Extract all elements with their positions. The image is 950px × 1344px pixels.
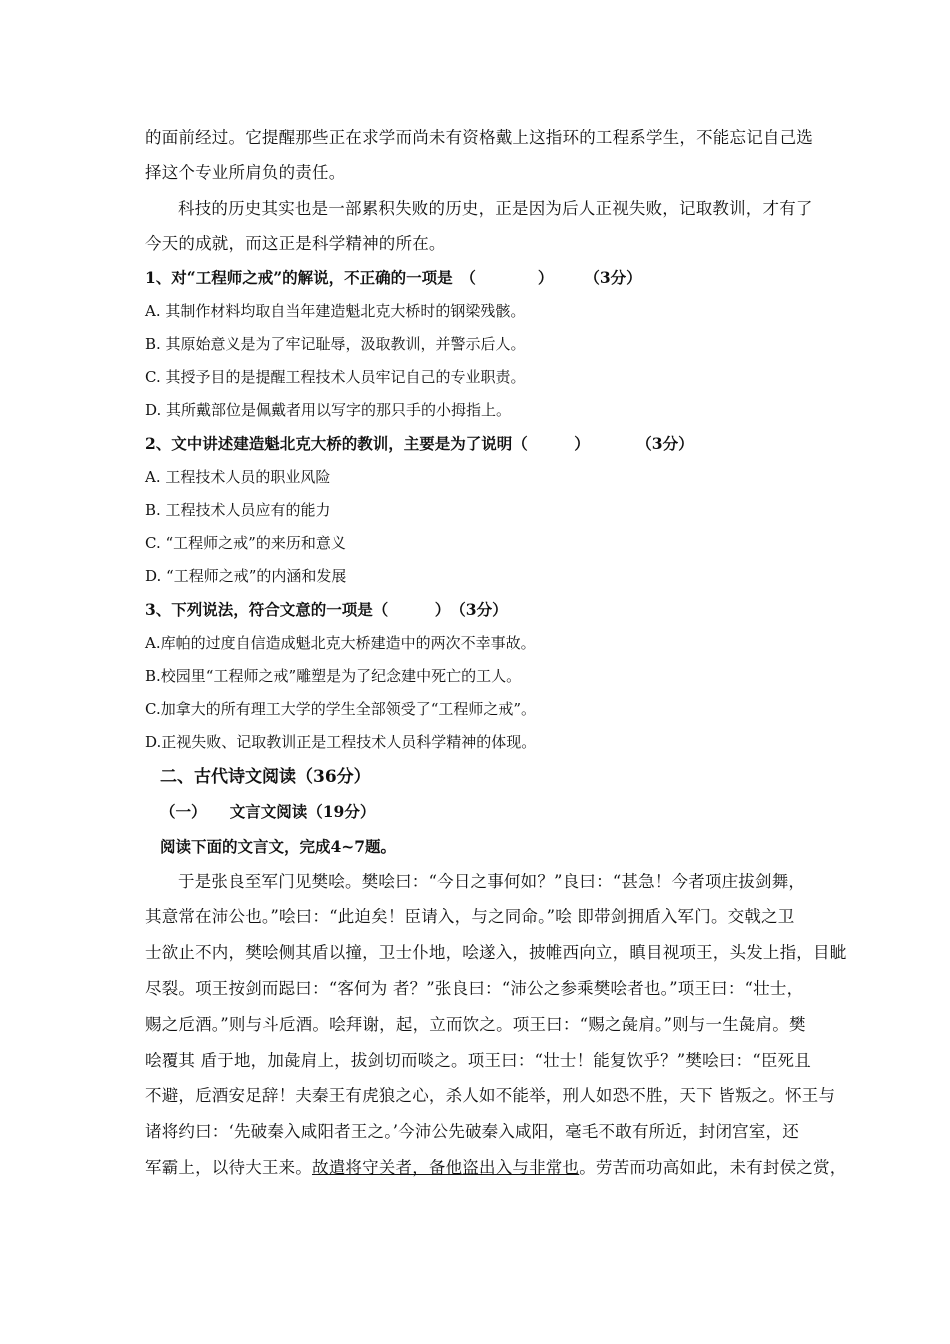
- classical-text-line: 哙覆其 盾于地，加彘肩上，拔剑切而啖之。项王曰：“壮士！能复饮乎？”樊哙曰：“臣死且: [145, 1051, 811, 1070]
- classical-text-line: [145, 1158, 846, 1178]
- question-3-option-b: B.校园里“工程师之戒”雕塑是为了纪念建中死亡的工人。: [145, 667, 522, 685]
- classical-text-line: 于是张良至军门见樊哙。樊哙曰：“今日之事何如？”良曰：“甚急！今者项庄拔剑舞，: [178, 872, 806, 891]
- reading-instruction: 阅读下面的文言文，完成4~7题。: [160, 837, 397, 856]
- passage-line: 今天的成就，而这正是科学精神的所在。: [145, 234, 446, 253]
- question-3-option-c: C.加拿大的所有理工大学的学生全部领受了“工程师之戒”。: [145, 700, 537, 718]
- question-2-option-a: A. 工程技术人员的职业风险: [145, 468, 331, 486]
- question-2-option-b: B. 工程技术人员应有的能力: [145, 501, 331, 519]
- question-3-option-d: D.正视失败、记取教训正是工程技术人员科学精神的体现。: [145, 733, 537, 751]
- question-3-stem: 3、下列说法，符合文意的一项是（ ） （3分）: [145, 600, 508, 619]
- classical-text-line: 不避，卮酒安足辞！夫秦王有虎狼之心，杀人如不能举，刑人如恐不胜，天下 皆叛之。怀王与: [145, 1086, 836, 1105]
- question-2-stem: 2、文中讲述建造魁北克大桥的教训，主要是为了说明（ ） （3分）: [145, 434, 694, 453]
- question-1-option-a: A. 其制作材料均取自当年建造魁北克大桥时的钢梁残骸。: [145, 302, 526, 320]
- classical-text-line: 尽裂。项王按剑而跽曰：“客何为 者？”张良曰：“沛公之参乘樊哙者也。”项王曰：“壮士，: [145, 979, 804, 998]
- passage-line: 择这个专业所肩负的责任。: [145, 163, 346, 182]
- question-1-stem: 1、对“工程师之戒”的解说，不正确的一项是 （ ） （3分）: [145, 268, 642, 287]
- question-2-option-d: D. “工程师之戒”的内涵和发展: [145, 567, 347, 585]
- underlined-sentence: 故遣将守关者，备他盗出入与非常也: [312, 1158, 580, 1177]
- section-heading: 二、古代诗文阅读（36分）: [160, 767, 371, 787]
- question-1-option-d: D. 其所戴部位是佩戴者用以写字的那只手的小拇指上。: [145, 401, 512, 419]
- classical-text-line: 士欲止不内，樊哙侧其盾以撞，卫士仆地，哙遂入，披帷西向立，瞋目视项王，头发上指，目眦: [145, 943, 847, 962]
- passage-line: 科技的历史其实也是一部累积失败的历史，正是因为后人正视失败，记取教训，才有了: [178, 199, 813, 218]
- subsection-heading: （一） 文言文阅读（19分）: [160, 802, 376, 821]
- classical-text-line: 其意常在沛公也。”哙曰：“此迫矣！臣请入，与之同命。”哙 即带剑拥盾入军门。交戟之卫: [145, 907, 795, 926]
- classical-text-segment: 。劳苦而功高如此，未有封侯之赏，: [579, 1158, 847, 1177]
- question-1-option-b: B. 其原始意义是为了牢记耻辱，汲取教训，并警示后人。: [145, 335, 526, 353]
- question-3-option-a: A.库帕的过度自信造成魁北克大桥建造中的两次不幸事故。: [145, 634, 536, 652]
- question-1-option-c: C. 其授予目的是提醒工程技术人员牢记自己的专业职责。: [145, 368, 526, 386]
- question-2-option-c: C. “工程师之戒”的来历和意义: [145, 534, 346, 552]
- classical-text-line: 赐之卮酒。”则与斗卮酒。哙拜谢，起，立而饮之。项王曰：“赐之彘肩。”则与一生彘肩。樊: [145, 1015, 806, 1034]
- classical-text-segment: 军霸上，以待大王来。: [145, 1158, 312, 1177]
- classical-text-line: 诸将约曰：‘先破秦入咸阳者王之。’今沛公先破秦入咸阳，毫毛不敢有所近，封闭宫室，还: [145, 1122, 799, 1141]
- passage-line: 的面前经过。它提醒那些正在求学而尚未有资格戴上这指环的工程系学生，不能忘记自己选: [145, 128, 813, 147]
